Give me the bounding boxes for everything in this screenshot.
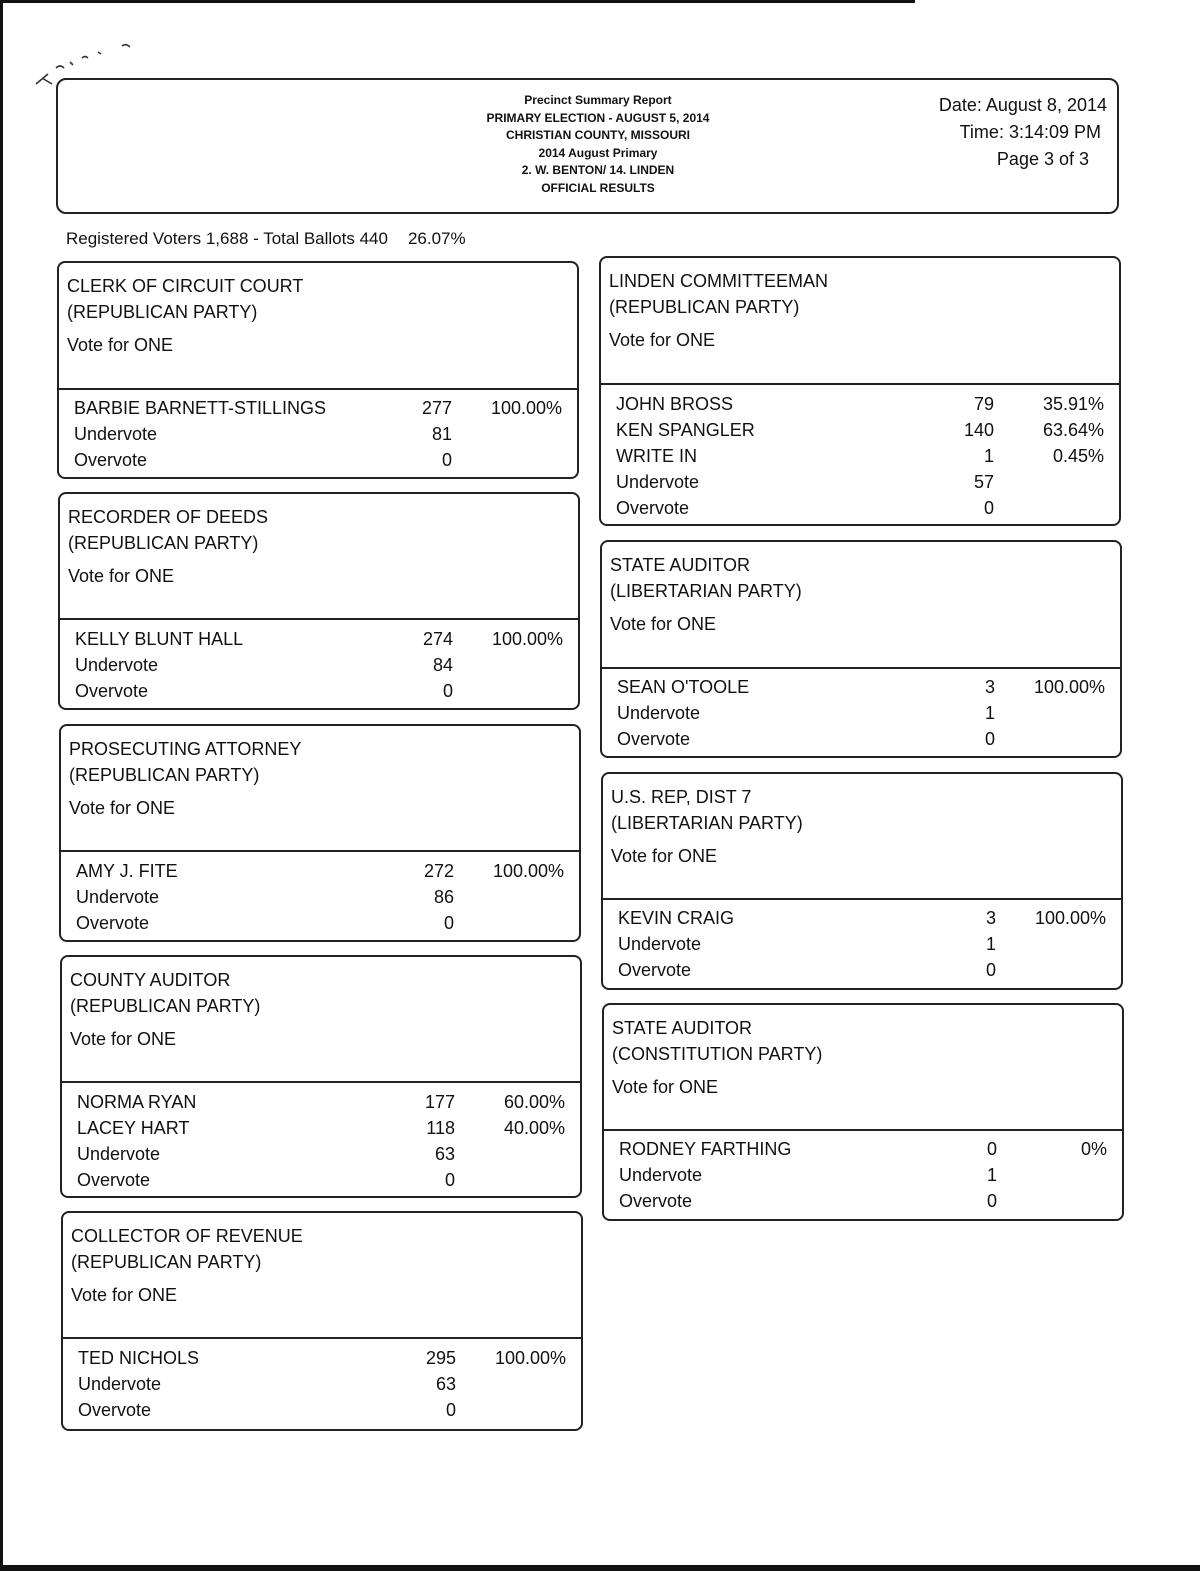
registered-voters-text: Registered Voters 1,688 - Total Ballots 440 <box>66 229 388 248</box>
candidate-name: Overvote <box>77 1170 151 1190</box>
candidate-name: Undervote <box>77 1144 161 1164</box>
report-time: Time: 3:14:09 PM <box>959 122 1101 142</box>
vote-count: 0 <box>986 1191 997 1211</box>
vote-percent: 100.00% <box>494 1348 566 1368</box>
vote-count: 81 <box>431 424 452 444</box>
vote-percent: 40.00% <box>503 1118 565 1138</box>
vote-count: 0 <box>445 1400 456 1420</box>
vote-percent: 0.45% <box>1052 446 1104 466</box>
report-date: Date: August 8, 2014 <box>938 95 1107 115</box>
result-row <box>62 1089 580 1115</box>
vote-for-label: Vote for ONE <box>71 1285 178 1305</box>
turnout-percent: 26.07% <box>407 229 466 248</box>
result-row <box>63 1371 581 1397</box>
vote-for-label: Vote for ONE <box>70 1029 177 1049</box>
race-office: U.S. REP, DIST 7 <box>611 787 752 807</box>
candidate-name: Overvote <box>76 913 150 933</box>
result-row <box>604 1188 1122 1214</box>
vote-count: 0 <box>986 1139 997 1159</box>
candidate-name: KEN SPANGLER <box>616 420 755 440</box>
result-row <box>603 957 1121 983</box>
candidate-name: Overvote <box>617 729 691 749</box>
vote-count: 140 <box>963 420 994 440</box>
scan-edge-top <box>0 0 915 3</box>
vote-count: 1 <box>986 1165 997 1185</box>
vote-for-label: Vote for ONE <box>609 330 716 350</box>
candidate-name: Undervote <box>619 1165 703 1185</box>
vote-percent: 63.64% <box>1042 420 1104 440</box>
result-row <box>60 626 578 652</box>
election-name: PRIMARY ELECTION - AUGUST 5, 2014 <box>486 110 710 125</box>
vote-for-label: Vote for ONE <box>610 614 717 634</box>
result-row <box>61 884 579 910</box>
race-party: (CONSTITUTION PARTY) <box>612 1044 823 1064</box>
candidate-name: KELLY BLUNT HALL <box>75 629 244 649</box>
result-row <box>62 1141 580 1167</box>
result-row <box>601 469 1119 495</box>
vote-count: 0 <box>985 960 996 980</box>
race-party: (LIBERTARIAN PARTY) <box>610 581 802 601</box>
candidate-name: Overvote <box>75 681 149 701</box>
race-results <box>603 905 1121 983</box>
vote-count: 79 <box>973 394 994 414</box>
candidate-name: Undervote <box>75 655 159 675</box>
result-row <box>601 495 1119 521</box>
result-row <box>602 674 1120 700</box>
vote-count: 0 <box>983 498 994 518</box>
race-state-auditor-constitution <box>602 1003 1124 1221</box>
candidate-name: Overvote <box>78 1400 152 1420</box>
vote-count: 0 <box>984 729 995 749</box>
race-office: STATE AUDITOR <box>610 555 751 575</box>
race-results <box>59 395 577 473</box>
vote-for-label: Vote for ONE <box>67 335 174 355</box>
result-row <box>601 391 1119 417</box>
race-results <box>60 626 578 704</box>
candidate-name: JOHN BROSS <box>616 394 734 414</box>
race-collector-of-revenue <box>61 1211 583 1431</box>
primary-name: 2014 August Primary <box>538 145 658 160</box>
vote-percent: 100.00% <box>491 629 563 649</box>
vote-count: 272 <box>423 861 454 881</box>
candidate-name: Overvote <box>74 450 148 470</box>
result-row <box>59 447 577 473</box>
candidate-name: AMY J. FITE <box>76 861 178 881</box>
vote-count: 0 <box>442 681 453 701</box>
race-party: (REPUBLICAN PARTY) <box>69 765 260 785</box>
candidate-name: Overvote <box>619 1191 693 1211</box>
candidate-name: NORMA RYAN <box>77 1092 197 1112</box>
race-divider <box>61 850 579 852</box>
race-results <box>604 1136 1122 1214</box>
race-party: (REPUBLICAN PARTY) <box>67 302 258 322</box>
race-divider <box>63 1337 581 1339</box>
race-divider <box>602 667 1120 669</box>
race-clerk-of-circuit-court <box>57 261 579 479</box>
result-row <box>604 1162 1122 1188</box>
race-divider <box>60 618 578 620</box>
vote-for-label: Vote for ONE <box>68 566 175 586</box>
candidate-name: Overvote <box>618 960 692 980</box>
vote-count: 0 <box>443 913 454 933</box>
race-office: PROSECUTING ATTORNEY <box>69 739 302 759</box>
vote-percent: 100.00% <box>1033 677 1105 697</box>
vote-count: 118 <box>426 1118 455 1138</box>
vote-for-label: Vote for ONE <box>612 1077 719 1097</box>
race-office: COUNTY AUDITOR <box>70 970 231 990</box>
result-row <box>602 726 1120 752</box>
vote-count: 63 <box>435 1374 456 1394</box>
race-party: (LIBERTARIAN PARTY) <box>611 813 803 833</box>
race-office: CLERK OF CIRCUIT COURT <box>67 276 304 296</box>
candidate-name: Undervote <box>618 934 702 954</box>
vote-percent: 100.00% <box>1034 908 1106 928</box>
result-row <box>603 905 1121 931</box>
header-meta <box>939 92 1107 173</box>
vote-percent: 0% <box>1080 1139 1107 1159</box>
candidate-name: KEVIN CRAIG <box>618 908 735 928</box>
candidate-name: LACEY HART <box>77 1118 190 1138</box>
vote-percent: 100.00% <box>490 398 562 418</box>
vote-percent: 100.00% <box>492 861 564 881</box>
race-divider <box>604 1129 1122 1131</box>
vote-count: 177 <box>424 1092 455 1112</box>
race-office: RECORDER OF DEEDS <box>68 507 269 527</box>
candidate-name: Undervote <box>616 472 700 492</box>
candidate-name: BARBIE BARNETT-STILLINGS <box>74 398 327 418</box>
scan-edge-bottom <box>0 1565 1200 1571</box>
race-prosecuting-attorney <box>59 724 581 942</box>
county-name: CHRISTIAN COUNTY, MISSOURI <box>505 128 690 142</box>
result-row <box>60 652 578 678</box>
race-divider <box>59 388 577 390</box>
candidate-name: SEAN O'TOOLE <box>617 677 750 697</box>
candidate-name: Undervote <box>78 1374 162 1394</box>
report-title: Precinct Summary Report <box>524 93 672 107</box>
vote-count: 274 <box>422 629 453 649</box>
vote-count: 1 <box>985 934 996 954</box>
result-row <box>601 443 1119 469</box>
result-row <box>59 395 577 421</box>
result-row <box>62 1167 580 1193</box>
scan-edge-left <box>0 0 3 1571</box>
race-party: (REPUBLICAN PARTY) <box>609 297 800 317</box>
vote-count: 1 <box>983 446 994 466</box>
candidate-name: TED NICHOLS <box>78 1348 200 1368</box>
result-row <box>63 1397 581 1423</box>
vote-count: 84 <box>432 655 453 675</box>
precinct-names: 2. W. BENTON/ 14. LINDEN <box>521 163 675 177</box>
vote-count: 63 <box>434 1144 455 1164</box>
race-us-rep-dist-7 <box>601 772 1123 990</box>
race-results <box>62 1089 580 1193</box>
result-row <box>601 417 1119 443</box>
result-row <box>59 421 577 447</box>
registration-summary <box>66 229 466 249</box>
candidate-name: Overvote <box>616 498 690 518</box>
candidate-name: Undervote <box>617 703 701 723</box>
result-row <box>60 678 578 704</box>
vote-for-label: Vote for ONE <box>611 846 718 866</box>
result-row <box>62 1115 580 1141</box>
race-results <box>61 858 579 936</box>
result-row <box>602 700 1120 726</box>
vote-count: 86 <box>433 887 454 907</box>
race-office: LINDEN COMMITTEEMAN <box>609 271 829 291</box>
vote-count: 0 <box>441 450 452 470</box>
race-results <box>602 674 1120 752</box>
race-office: COLLECTOR OF REVENUE <box>71 1226 303 1246</box>
race-state-auditor-libertarian <box>600 540 1122 758</box>
vote-percent: 60.00% <box>503 1092 565 1112</box>
race-divider <box>601 383 1119 385</box>
vote-count: 295 <box>425 1348 456 1368</box>
race-divider <box>62 1081 580 1083</box>
race-recorder-of-deeds <box>58 492 580 710</box>
result-row <box>61 910 579 936</box>
page-number: Page 3 of 3 <box>996 149 1089 169</box>
race-office: STATE AUDITOR <box>612 1018 753 1038</box>
candidate-name: Undervote <box>74 424 158 444</box>
result-row <box>604 1136 1122 1162</box>
report-header <box>56 78 1119 214</box>
vote-count: 57 <box>973 472 994 492</box>
race-party: (REPUBLICAN PARTY) <box>70 996 261 1016</box>
race-party: (REPUBLICAN PARTY) <box>71 1252 262 1272</box>
vote-for-label: Vote for ONE <box>69 798 176 818</box>
vote-percent: 35.91% <box>1042 394 1104 414</box>
result-row <box>603 931 1121 957</box>
header-title-block <box>378 92 818 197</box>
candidate-name: RODNEY FARTHING <box>619 1139 792 1159</box>
candidate-name: WRITE IN <box>616 446 697 466</box>
race-party: (REPUBLICAN PARTY) <box>68 533 259 553</box>
result-row <box>63 1345 581 1371</box>
race-county-auditor <box>60 955 582 1198</box>
candidate-name: Undervote <box>76 887 160 907</box>
race-linden-committeeman <box>599 256 1121 526</box>
vote-count: 1 <box>984 703 995 723</box>
race-results <box>601 391 1119 521</box>
race-divider <box>603 898 1121 900</box>
result-row <box>61 858 579 884</box>
race-results <box>63 1345 581 1423</box>
vote-count: 3 <box>985 908 996 928</box>
official-results-label: OFFICIAL RESULTS <box>541 180 655 195</box>
vote-count: 277 <box>421 398 452 418</box>
vote-count: 0 <box>444 1170 455 1190</box>
vote-count: 3 <box>984 677 995 697</box>
